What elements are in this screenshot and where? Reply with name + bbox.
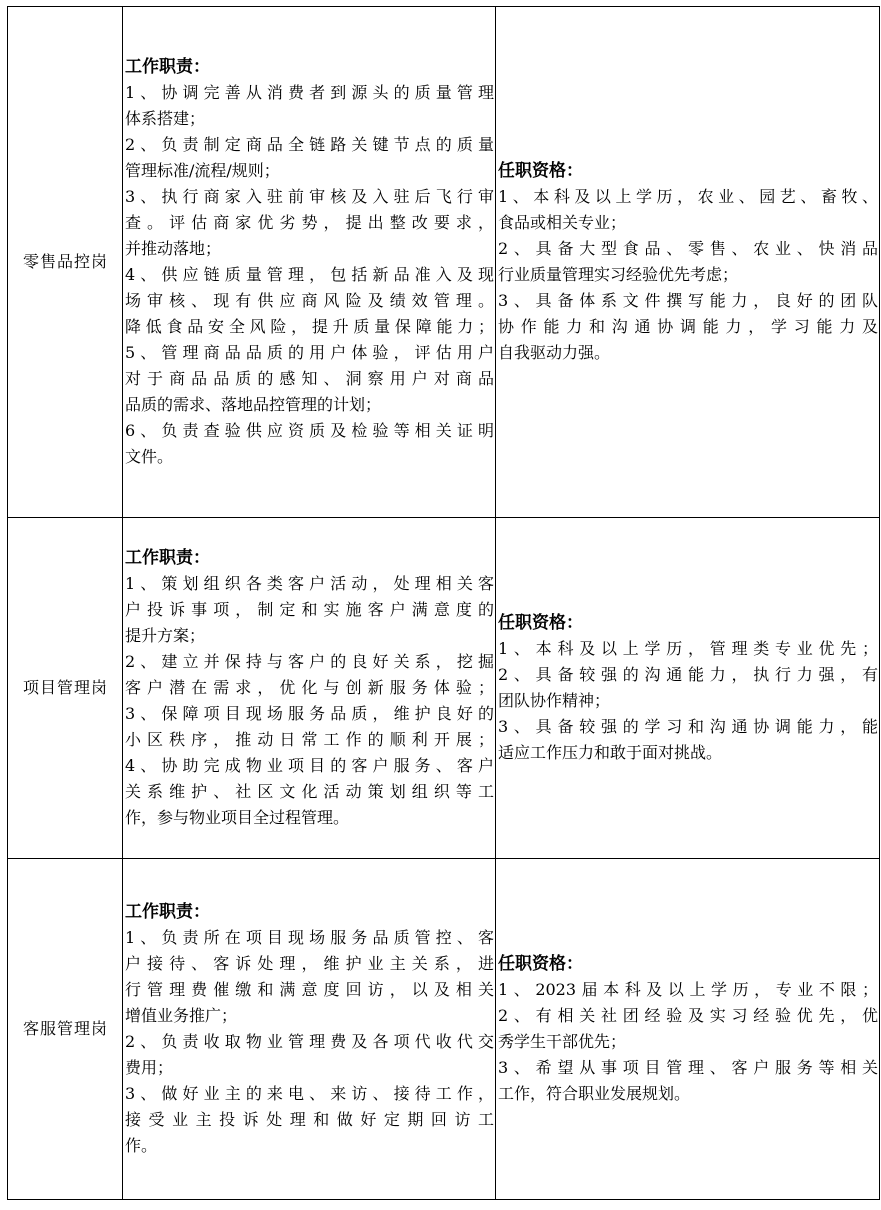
duty-line: 6、负责查验供应资质及检验等相关证明	[125, 421, 494, 440]
duty-line: 3、保障项目现场服务品质，维护良好的	[125, 704, 494, 723]
requirements-heading: 任职资格：	[498, 954, 583, 974]
duty-line: 查。评估商家优劣势，提出整改要求，	[125, 213, 494, 232]
duty-line: 客户潜在需求，优化与创新服务体验；	[125, 678, 494, 697]
requirements-cell	[496, 518, 880, 859]
duty-line: 4、供应链质量管理，包括新品准入及现	[125, 265, 494, 284]
duties-heading: 工作职责：	[125, 548, 210, 568]
requirement-line: 食品或相关专业；	[498, 213, 627, 232]
duty-line: 管理标准/流程/规则；	[125, 161, 280, 180]
requirement-line: 秀学生干部优先；	[498, 1032, 627, 1051]
table-row	[8, 518, 880, 859]
table-row	[8, 7, 880, 518]
requirement-line: 协作能力和沟通协调能力，学习能力及	[498, 317, 878, 336]
requirement-line: 3、具备体系文件撰写能力，良好的团队	[498, 291, 878, 310]
requirement-line: 2、具备大型食品、零售、农业、快消品	[498, 239, 878, 258]
duty-line: 关系维护、社区文化活动策划组织等工	[125, 782, 494, 801]
table-row	[8, 859, 880, 1200]
duty-line: 3、执行商家入驻前审核及入驻后飞行审	[125, 187, 494, 206]
requirement-line: 2、具备较强的沟通能力，执行力强，有	[498, 665, 878, 684]
requirement-line: 适应工作压力和敢于面对挑战。	[498, 743, 723, 762]
requirement-line: 2、有相关社团经验及实习经验优先，优	[498, 1006, 878, 1025]
duty-line: 增值业务推广；	[125, 1006, 238, 1025]
duty-line: 降低食品安全风险，提升质量保障能力；	[125, 317, 494, 336]
duty-line: 并推动落地；	[125, 239, 222, 258]
requirement-line: 团队协作精神；	[498, 691, 611, 710]
requirement-line: 3、具备较强的学习和沟通协调能力，能	[498, 717, 878, 736]
position-name: 零售品控岗	[8, 7, 123, 518]
requirements-cell	[496, 7, 880, 518]
requirement-line: 工作，符合职业发展规划。	[498, 1084, 691, 1103]
duty-line: 1、负责所在项目现场服务品质管控、客	[125, 928, 494, 947]
requirements-cell	[496, 859, 880, 1200]
requirement-line: 自我驱动力强。	[498, 343, 611, 362]
duty-line: 5、管理商品品质的用户体验，评估用户	[125, 343, 494, 362]
duty-line: 作，参与物业项目全过程管理。	[125, 808, 350, 827]
duties-cell	[123, 518, 496, 859]
duty-line: 对于商品品质的感知、洞察用户对商品	[125, 369, 494, 388]
duty-line: 接受业主投诉处理和做好定期回访工	[125, 1110, 494, 1129]
position-name: 项目管理岗	[8, 518, 123, 859]
requirement-line: 1、本科及以上学历，农业、园艺、畜牧、	[498, 187, 878, 206]
duty-line: 2、负责收取物业管理费及各项代收代交	[125, 1032, 494, 1051]
requirement-line: 1、本科及以上学历，管理类专业优先；	[498, 639, 878, 658]
duties-cell	[123, 7, 496, 518]
duty-line: 小区秩序，推动日常工作的顺利开展；	[125, 730, 494, 749]
position-name: 客服管理岗	[8, 859, 123, 1200]
requirement-line: 3、希望从事项目管理、客户服务等相关	[498, 1058, 878, 1077]
duty-line: 2、建立并保持与客户的良好关系，挖掘	[125, 652, 494, 671]
duty-line: 提升方案；	[125, 626, 206, 645]
job-positions-table	[7, 6, 880, 1200]
duty-line: 文件。	[125, 447, 174, 466]
duty-line: 3、做好业主的来电、来访、接待工作，	[125, 1084, 494, 1103]
duty-line: 户投诉事项，制定和实施客户满意度的	[125, 600, 494, 619]
requirement-line: 行业质量管理实习经验优先考虑；	[498, 265, 739, 284]
duty-line: 4、协助完成物业项目的客户服务、客户	[125, 756, 494, 775]
duty-line: 1、协调完善从消费者到源头的质量管理	[125, 83, 494, 102]
duty-line: 1、策划组织各类客户活动，处理相关客	[125, 574, 494, 593]
requirements-heading: 任职资格：	[498, 161, 583, 181]
duties-heading: 工作职责：	[125, 57, 210, 77]
duty-line: 体系搭建；	[125, 109, 206, 128]
duty-line: 费用；	[125, 1058, 174, 1077]
duties-cell	[123, 859, 496, 1200]
requirement-line: 1、2023届本科及以上学历，专业不限；	[498, 980, 878, 999]
duty-line: 作。	[125, 1136, 158, 1155]
duty-line: 户接待、客诉处理，维护业主关系，进	[125, 954, 494, 973]
duty-line: 场审核、现有供应商风险及绩效管理。	[125, 291, 494, 310]
duty-line: 品质的需求、落地品控管理的计划；	[125, 395, 382, 414]
duties-heading: 工作职责：	[125, 902, 210, 922]
duty-line: 2、负责制定商品全链路关键节点的质量	[125, 135, 494, 154]
duty-line: 行管理费催缴和满意度回访，以及相关	[125, 980, 494, 999]
requirements-heading: 任职资格：	[498, 613, 583, 633]
